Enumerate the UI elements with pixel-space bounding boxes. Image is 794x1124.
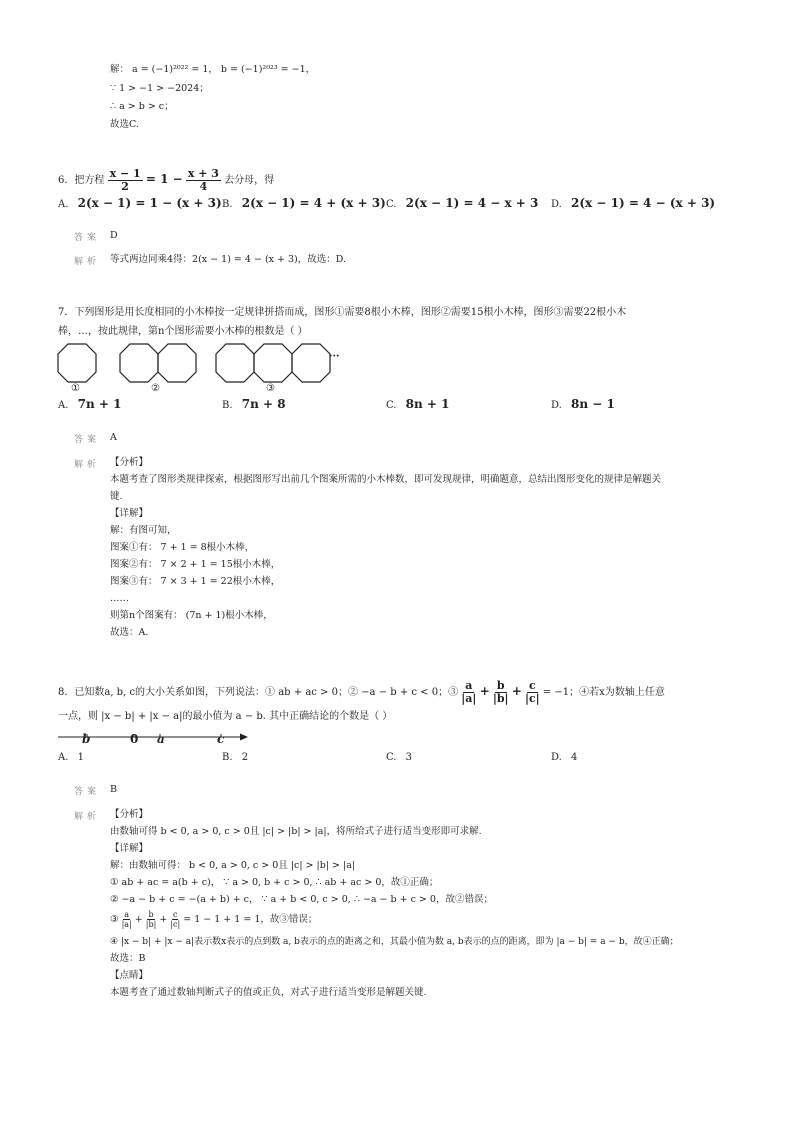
- q8-option-b[interactable]: [222, 751, 248, 765]
- q8-option-a-key: A.: [58, 752, 69, 763]
- q7-analysis-line-1: 【分析】: [110, 457, 149, 468]
- q6-suffix: 去分母，得: [224, 175, 275, 186]
- q8-a7-circle-3: ③: [110, 914, 119, 925]
- q7-analysis-line-5: 解：有图可知，: [110, 525, 177, 536]
- q8-frac-c: [525, 680, 540, 705]
- q7-option-d[interactable]: [551, 397, 615, 413]
- axis-label-0: 0: [130, 732, 139, 746]
- q7-fig1-octagon: [58, 344, 96, 382]
- q6-option-c[interactable]: [386, 196, 538, 212]
- q7-analysis-line-6: 图案①有： 7 + 1 = 8根小木棒，: [110, 542, 255, 553]
- q7-analysis-line-7: 图案②有： 7 × 2 + 1 = 15根小木棒，: [110, 559, 281, 570]
- q6-fraction-1: [108, 168, 143, 193]
- q6-option-c-key: C.: [386, 199, 397, 210]
- q7-option-d-text: 8n − 1: [571, 397, 615, 411]
- q6-option-a[interactable]: [58, 196, 222, 212]
- q8-option-a[interactable]: [58, 751, 84, 765]
- q6-prefix: 6．把方程: [58, 175, 105, 186]
- q6-option-c-text: 2(x − 1) = 4 − x + 3: [405, 196, 539, 210]
- q8-option-c-text: 3: [405, 752, 413, 763]
- q8-frac-a-num: a: [465, 679, 473, 692]
- q7-ellipsis: ···: [329, 351, 340, 362]
- q6-fraction-2: [186, 168, 221, 193]
- q6-option-a-key: A.: [58, 199, 69, 210]
- q6-frac2-num: x + 3: [187, 167, 219, 180]
- q8-analysis-line-7: [110, 908, 317, 932]
- q7-analysis-line-8: 图案③有： 7 × 3 + 1 = 22根小木棒，: [110, 576, 281, 587]
- q6-option-d-key: D.: [551, 199, 562, 210]
- q8-analysis-line-3: 【详解】: [110, 843, 149, 854]
- q8-option-d-text: 4: [571, 752, 578, 763]
- q8-analysis-line-11: 本题考查了通过数轴判断式子的值或正负，对式子进行适当变形是解题关键.: [110, 987, 427, 998]
- q8-stem-line-1: [58, 676, 665, 708]
- q7-analysis-line-11: 故选：A.: [110, 627, 149, 638]
- q7-fig-label-1: ①: [71, 383, 80, 394]
- q8-stem-line-1b: = −1；④若x为数轴上任意: [542, 687, 665, 698]
- q8-analysis-line-1: 【分析】: [110, 809, 149, 820]
- q6-answer-value: D: [110, 230, 118, 241]
- q8-a7-frac-c-den: |c|: [170, 920, 181, 929]
- q6-analysis-text: 等式两边同乘4得：2(x − 1) = 4 − (x + 3)，故选：D.: [110, 254, 347, 265]
- q8-a7-suffix: = 1 − 1 + 1 = 1，故③错误；: [183, 914, 318, 925]
- q8-frac-c-num: c: [528, 679, 536, 692]
- q8-frac-c-den: |c|: [524, 692, 540, 705]
- q8-analysis-line-6: ② −a − b + c = −(a + b) + c， ∵ a + b < 0, c > 0, ∴ −a − b + c > 0，故②错误；: [110, 894, 493, 905]
- q8-a7-plus-1: +: [134, 914, 143, 925]
- q8-a7-frac-a: [122, 910, 132, 929]
- q6-option-b-key: B.: [222, 199, 233, 210]
- prev-solution-line-1: 解： a = (−1)²⁰²² = 1， b = (−1)²⁰²³ = −1，: [110, 64, 316, 75]
- q8-a7-frac-a-den: |a|: [121, 920, 132, 929]
- q7-fig3-octagon-3: [292, 344, 330, 382]
- q8-frac-a-den: |a|: [461, 692, 477, 705]
- q7-fig2-octagon-1: [120, 344, 158, 382]
- q8-plus-1: +: [479, 684, 490, 698]
- q6-mid: = 1 −: [145, 172, 183, 186]
- q7-answer-label: 答案: [74, 435, 101, 445]
- q6-frac1-num: x − 1: [109, 167, 141, 180]
- q8-frac-b: [493, 680, 509, 705]
- q6-analysis-label: 解析: [74, 257, 101, 267]
- q7-option-a[interactable]: [58, 397, 121, 413]
- q7-option-d-key: D.: [551, 400, 562, 411]
- prev-solution-line-4: 故选C.: [110, 119, 139, 130]
- q7-analysis-label: 解析: [74, 460, 101, 470]
- q7-option-c-text: 8n + 1: [405, 397, 450, 411]
- prev-solution-line-2: ∵ 1 > −1 > −2024；: [110, 83, 209, 94]
- q8-option-c-key: C.: [386, 752, 397, 763]
- q8-frac-a: [461, 680, 476, 705]
- q7-option-b-key: B.: [222, 400, 233, 411]
- q8-a7-frac-c-num: c: [173, 910, 178, 919]
- q8-answer-value: B: [110, 784, 117, 795]
- q6-frac1-den: 2: [121, 180, 129, 193]
- q6-answer-label: 答案: [74, 233, 101, 243]
- q7-fig2-octagon-2: [158, 344, 196, 382]
- q7-option-c[interactable]: [386, 397, 450, 413]
- q8-analysis-line-10: 【点睛】: [110, 970, 149, 981]
- q8-analysis-line-9: 故选：B: [110, 953, 146, 964]
- axis-label-b: b: [82, 732, 91, 746]
- q7-fig3-octagon-1: [216, 344, 254, 382]
- q8-frac-b-den: |b|: [492, 692, 509, 705]
- q7-option-c-key: C.: [386, 400, 397, 411]
- q8-a7-frac-a-num: a: [124, 910, 130, 919]
- q7-fig-label-3: ③: [266, 383, 275, 394]
- q8-option-d[interactable]: [551, 751, 577, 765]
- q7-analysis-line-2: 本题考查了图形类规律探索，根据图形写出前几个图案所需的小木棒数，即可发现规律，明确题意，总结出图形变化的规律是解题关: [110, 474, 662, 485]
- q8-frac-b-num: b: [496, 679, 505, 692]
- q6-option-a-text: 2(x − 1) = 1 − (x + 3): [77, 196, 222, 210]
- q7-fig3-octagon-2: [254, 344, 292, 382]
- q8-analysis-line-8: ④ |x − b| + |x − a|表示数x表示的点到数 a, b表示的点的距离之和，其最小值为数 a, b表示的点的距离，即为 |a − b| = a − b，故④正确；: [110, 937, 679, 947]
- q7-octagon-figures: [56, 340, 356, 396]
- q6-frac2-den: 4: [199, 180, 208, 193]
- q8-analysis-label: 解析: [74, 812, 101, 822]
- q8-stem-line-2: 一点，则 |x − b| + |x − a|的最小值为 a − b. 其中正确结论的个数是（ ）: [58, 711, 393, 722]
- q8-plus-2: +: [511, 684, 522, 698]
- q6-option-d-text: 2(x − 1) = 4 − (x + 3): [571, 196, 716, 210]
- q8-analysis-line-2: 由数轴可得 b < 0, a > 0, c > 0且 |c| > |b| > |a|，将所给式子进行适当变形即可求解.: [110, 826, 482, 837]
- q7-option-a-text: 7n + 1: [77, 397, 122, 411]
- q8-option-b-text: 2: [241, 752, 249, 763]
- q6-option-b-text: 2(x − 1) = 4 + (x + 3): [241, 196, 386, 210]
- q8-answer-label: 答案: [74, 787, 101, 797]
- q7-analysis-line-4: 【详解】: [110, 508, 149, 519]
- q7-analysis-line-9: ……: [110, 593, 129, 604]
- q7-analysis-line-3: 键.: [110, 491, 123, 502]
- axis-label-a: a: [157, 732, 165, 746]
- q8-option-b-key: B.: [222, 752, 233, 763]
- q8-analysis-line-4: 解：由数轴可得： b < 0, a > 0, c > 0且 |c| > |b| > |a|: [110, 860, 356, 871]
- q6-option-b[interactable]: [222, 196, 386, 212]
- q8-a7-plus-2: +: [159, 914, 168, 925]
- q7-stem-line-1: 7．下列图形是用长度相同的小木棒按一定规律拼搭而成，图形①需要8根小木棒，图形②需要15根小木棒，图形③需要22根小木: [58, 307, 627, 318]
- question-6-stem: [58, 164, 274, 196]
- number-line-arrow: [240, 734, 248, 741]
- q7-analysis-line-10: 则第n个图案有： (7n + 1)根小木棒，: [110, 610, 273, 621]
- q7-fig-label-2: ②: [151, 383, 160, 394]
- q8-option-d-key: D.: [551, 752, 562, 763]
- axis-label-c: c: [217, 732, 225, 746]
- q8-stem-line-1a: 8．已知数a, b, c的大小关系如图，下列说法：① ab + ac > 0；② −a − b + c < 0；③: [58, 687, 459, 698]
- q7-answer-value: A: [110, 432, 117, 443]
- q7-option-b[interactable]: [222, 397, 286, 413]
- q8-a7-frac-c: [170, 910, 180, 929]
- q6-option-d[interactable]: [551, 196, 715, 212]
- q8-a7-frac-b-den: |b|: [145, 920, 157, 929]
- q8-analysis-line-5: ① ab + ac = a(b + c)， ∵ a > 0, b + c > 0, ∴ ab + ac > 0，故①正确；: [110, 877, 439, 888]
- q7-option-b-text: 7n + 8: [241, 397, 286, 411]
- q7-option-a-key: A.: [58, 400, 69, 411]
- q8-option-a-text: 1: [77, 752, 84, 763]
- q8-option-c[interactable]: [386, 751, 412, 765]
- prev-solution-line-3: ∴ a > b > c；: [110, 101, 174, 112]
- q7-stem-line-2: 棒，…，按此规律，第n个图形需要小木棒的根数是（ ）: [58, 326, 308, 337]
- q8-a7-frac-b-num: b: [148, 910, 154, 919]
- q8-a7-frac-b: [146, 910, 157, 929]
